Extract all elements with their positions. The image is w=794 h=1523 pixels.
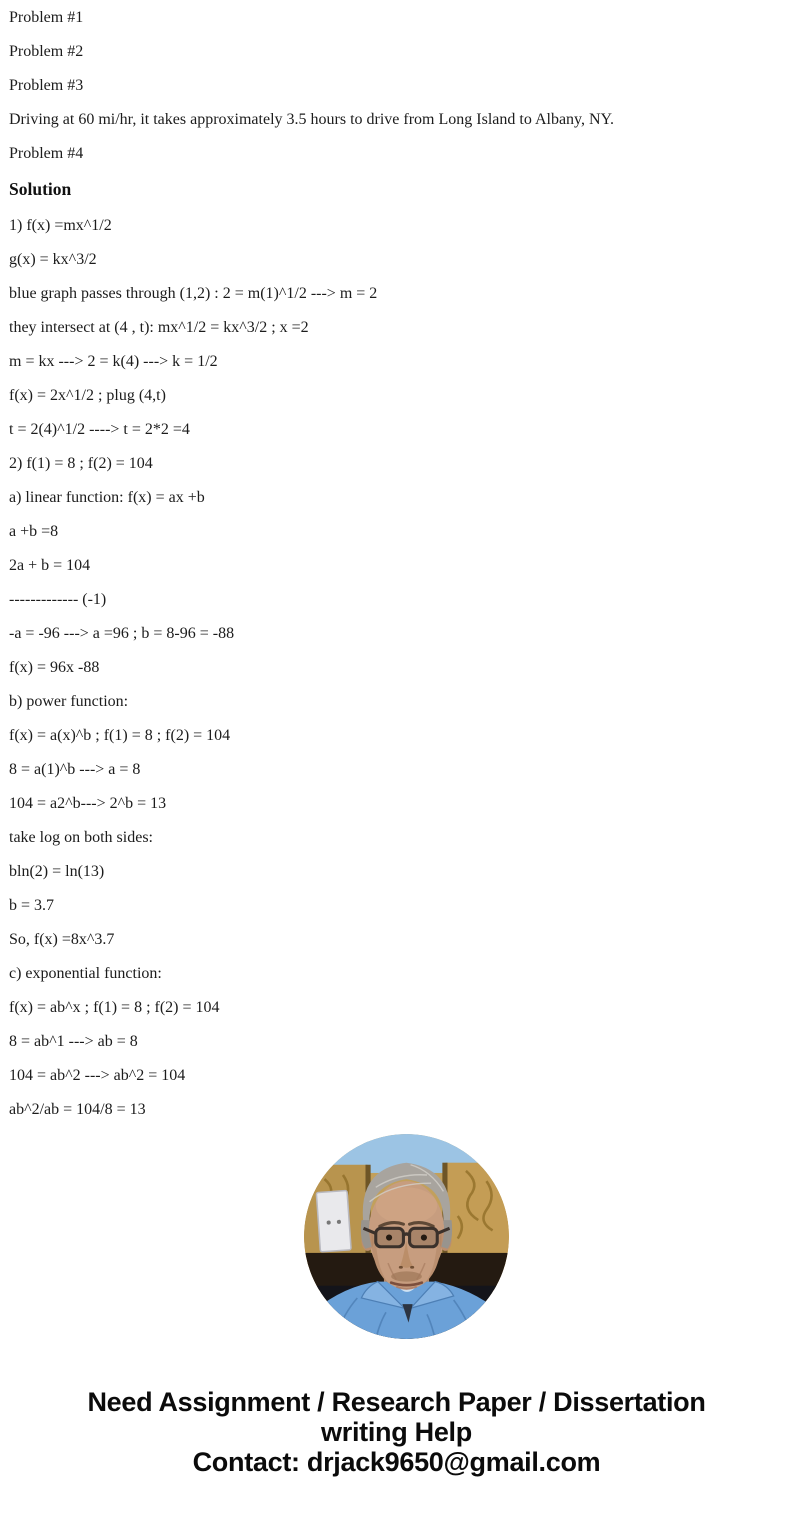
doc-line: ab^2/ab = 104/8 = 13 [9,1101,146,1118]
footer-line-3: Contact: drjack9650@gmail.com [192,1447,601,1477]
doc-line: they intersect at (4 , t): mx^1/2 = kx^3/2 ; x =2 [9,319,309,336]
footer [9,1387,784,1505]
doc-line: c) exponential function: [9,965,162,982]
doc-line: blue graph passes through (1,2) : 2 = m(1)^1/2 ---> m = 2 [9,285,378,302]
doc-line: f(x) = ab^x ; f(1) = 8 ; f(2) = 104 [9,999,220,1016]
doc-line: 2) f(1) = 8 ; f(2) = 104 [9,455,153,472]
doc-line: Driving at 60 mi/hr, it takes approximately 3.5 hours to drive from Long Island to Albany, NY. [9,111,615,128]
doc-line: Problem #3 [9,77,84,94]
doc-line: f(x) = a(x)^b ; f(1) = 8 ; f(2) = 104 [9,727,231,744]
doc-line: Problem #2 [9,43,84,60]
doc-line: f(x) = 2x^1/2 ; plug (4,t) [9,387,166,404]
doc-line: a +b =8 [9,523,59,540]
avatar-wrap [9,1134,794,1339]
doc-line: b = 3.7 [9,897,55,914]
doc-line: -a = -96 ---> a =96 ; b = 8-96 = -88 [9,625,235,642]
doc-line: 8 = ab^1 ---> ab = 8 [9,1033,138,1050]
doc-line: m = kx ---> 2 = k(4) ---> k = 1/2 [9,353,218,370]
solution-section [9,216,784,1120]
doc-line: g(x) = kx^3/2 [9,251,97,268]
doc-line: bln(2) = ln(13) [9,863,105,880]
doc-line: take log on both sides: [9,829,153,846]
tutor-photo [304,1134,509,1339]
doc-line: Problem #4 [9,145,84,162]
doc-line: Problem #1 [9,9,84,26]
intro-section [9,8,784,164]
doc-line: 2a + b = 104 [9,557,91,574]
doc-line: f(x) = 96x -88 [9,659,100,676]
solution-heading: Solution [9,179,72,199]
footer-line-2: writing Help [321,1417,472,1447]
footer-line-1: Need Assignment / Research Paper / Dissertation [87,1387,706,1417]
doc-line: a) linear function: f(x) = ax +b [9,489,205,506]
doc-line: ------------- (-1) [9,591,107,608]
doc-line: 1) f(x) =mx^1/2 [9,217,112,234]
doc-line: 8 = a(1)^b ---> a = 8 [9,761,141,778]
doc-line: 104 = a2^b---> 2^b = 13 [9,795,167,812]
doc-line: So, f(x) =8x^3.7 [9,931,115,948]
doc-line: 104 = ab^2 ---> ab^2 = 104 [9,1067,186,1084]
doc-line: b) power function: [9,693,129,710]
doc-line: t = 2(4)^1/2 ----> t = 2*2 =4 [9,421,190,438]
switch-plate [316,1190,351,1251]
